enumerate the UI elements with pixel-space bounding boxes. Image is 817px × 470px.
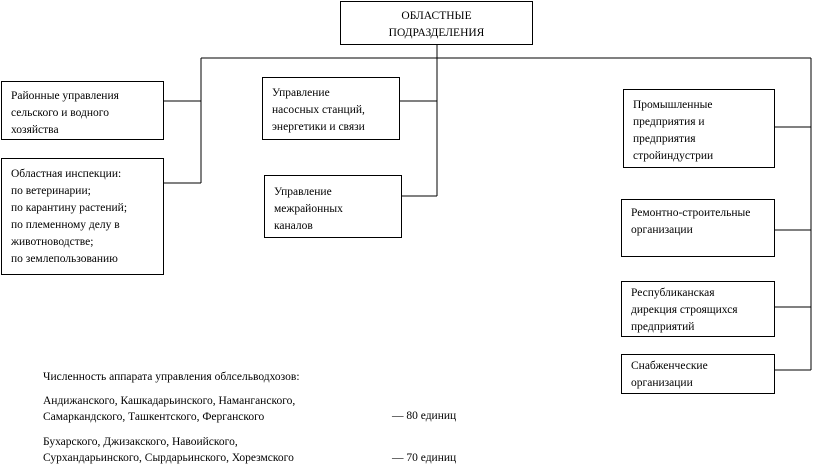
- box-line: животноводстве;: [11, 236, 94, 248]
- staffing-group-line: Сурхандарьинского, Сырдарьинского, Хорезмского: [43, 452, 294, 464]
- pumping-stations-box: [262, 77, 400, 140]
- interdistrict-canals-box: [264, 175, 402, 238]
- box-line: насосных станций,: [272, 104, 365, 116]
- box-line: предприятия и: [633, 116, 705, 128]
- staffing-value: — 70 единиц: [392, 452, 457, 464]
- regional-inspection-box: [1, 158, 164, 275]
- box-line: каналов: [274, 220, 313, 232]
- box-line: по ветеринарии;: [11, 185, 91, 197]
- district-administrations-box: [1, 81, 164, 140]
- root-line: ПОДРАЗДЕЛЕНИЯ: [388, 27, 485, 39]
- box-line: Управление: [274, 186, 332, 198]
- box-line: по землепользованию: [11, 253, 118, 265]
- box-line: предприятия: [633, 133, 696, 145]
- box-line: по карантину растений;: [11, 202, 128, 214]
- root-box: [340, 1, 533, 45]
- box-line: дирекция строящихся: [631, 304, 738, 316]
- box-line: Снабженческие: [631, 360, 708, 372]
- box-line: Районные управления: [11, 90, 119, 102]
- industrial-enterprises-box: [623, 89, 775, 168]
- box-line: предприятий: [631, 321, 695, 333]
- root-line: ОБЛАСТНЫЕ: [401, 10, 472, 22]
- box-line: сельского и водного: [11, 107, 109, 119]
- box-line: стройиндустрии: [633, 150, 714, 162]
- box-line: Промышленные: [633, 99, 713, 111]
- box-line: Управление: [272, 87, 330, 99]
- box-line: Областная инспекции:: [11, 168, 122, 180]
- staffing-group-line: Бухарского, Джизакского, Навоийского,: [43, 436, 238, 448]
- repair-construction-box: [621, 199, 775, 257]
- staffing-group-line: Андижанского, Кашкадарьинского, Наманганского,: [43, 395, 296, 407]
- staffing-value: — 80 единиц: [392, 410, 457, 422]
- supply-organizations-box: [621, 354, 775, 394]
- box-line: хозяйства: [11, 124, 59, 136]
- box-line: организации: [631, 377, 693, 389]
- box-line: межрайонных: [274, 203, 343, 215]
- box-line: организации: [631, 224, 693, 236]
- staffing-group-line: Самаркандского, Ташкентского, Ферганского: [43, 411, 265, 423]
- box-line: Республиканская: [631, 287, 715, 299]
- box-line: Ремонтно-строительные: [631, 207, 751, 219]
- box-line: по племенному делу в: [11, 219, 120, 231]
- republican-directorate-box: [621, 281, 775, 337]
- box-line: энергетики и связи: [272, 121, 365, 133]
- staffing-heading: Численность аппарата управления облсельводхозов:: [43, 371, 300, 383]
